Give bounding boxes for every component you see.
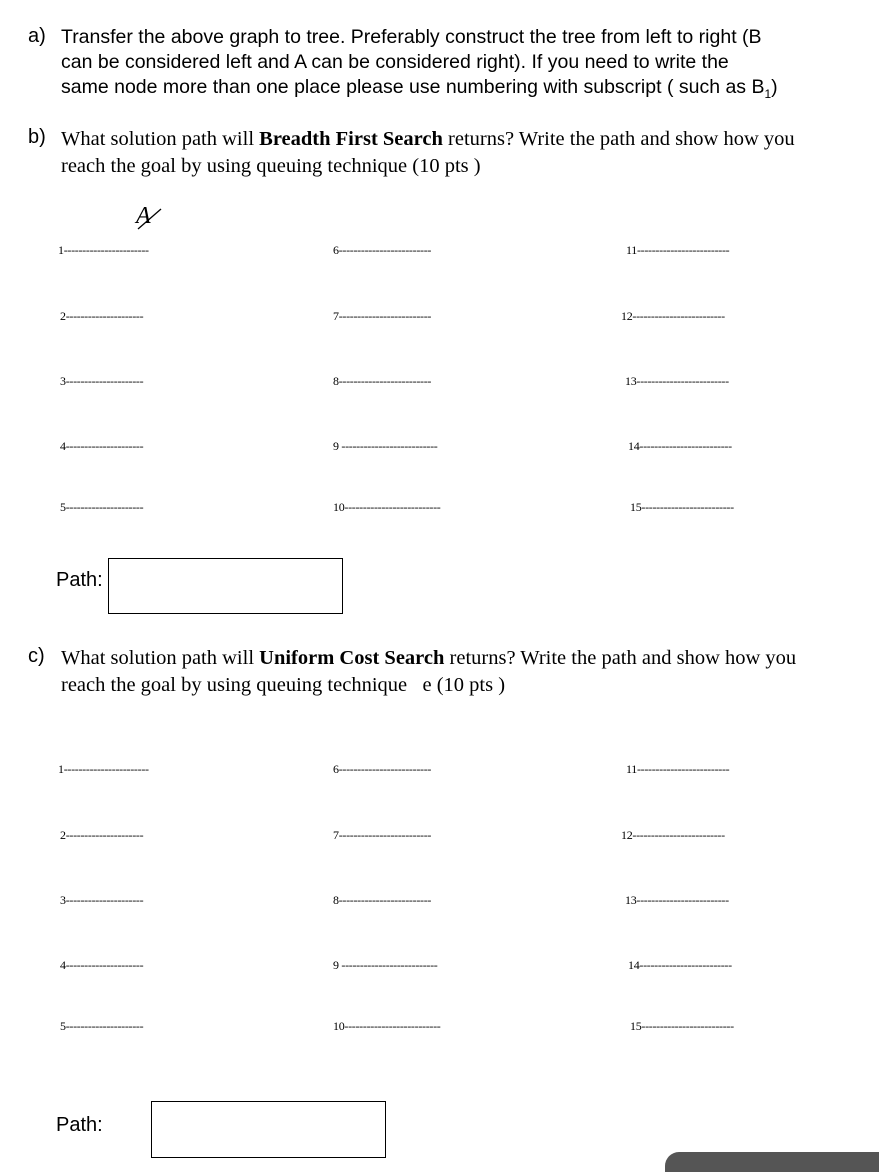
ucs-queue-line-12[interactable]: 12------------------------- (621, 828, 725, 842)
bfs-queue-line-2[interactable]: 2--------------------- (60, 309, 144, 323)
ucs-path-input-box[interactable] (151, 1101, 386, 1158)
ucs-queue-line-11[interactable]: 11------------------------- (626, 762, 730, 776)
question-a-line-1: Transfer the above graph to tree. Preferably construct the tree from left to right (B (61, 26, 762, 48)
question-a-text (61, 25, 868, 107)
question-c-line-2: reach the goal by using queuing technique e (10 pts ) (61, 674, 506, 696)
question-a-line-3: same node more than one place please use numbering with subscript ( such as $B_1$) (61, 76, 778, 101)
ucs-queue-line-14[interactable]: 14------------------------- (628, 958, 732, 972)
ucs-queue-line-15[interactable]: 15------------------------- (630, 1019, 734, 1033)
bfs-queue-line-4[interactable]: 4--------------------- (60, 439, 144, 453)
bfs-path-label: Path: (56, 569, 103, 591)
handwritten-note: A (136, 203, 151, 229)
question-c-text (61, 645, 868, 699)
question-b-label: b) (28, 126, 46, 148)
bfs-queue-line-6[interactable]: 6------------------------- (333, 243, 432, 257)
ucs-queue-line-2[interactable]: 2--------------------- (60, 828, 144, 842)
bfs-queue-line-11[interactable]: 11------------------------- (626, 243, 730, 257)
bfs-queue-line-13[interactable]: 13------------------------- (625, 374, 729, 388)
bfs-queue-line-8[interactable]: 8------------------------- (333, 374, 432, 388)
ucs-queue-line-4[interactable]: 4--------------------- (60, 958, 144, 972)
question-b-text (61, 126, 868, 180)
question-b-method: Breadth First Search (259, 128, 443, 150)
bfs-queue-line-12[interactable]: 12------------------------- (621, 309, 725, 323)
ucs-queue-line-13[interactable]: 13------------------------- (625, 893, 729, 907)
question-c-method: Uniform Cost Search (259, 647, 445, 669)
question-c-label: c) (28, 645, 45, 667)
ucs-queue-line-6[interactable]: 6------------------------- (333, 762, 432, 776)
bfs-path-input-box[interactable] (108, 558, 343, 614)
bfs-queue-line-14[interactable]: 14------------------------- (628, 439, 732, 453)
bfs-queue-line-9[interactable]: 9 -------------------------- (333, 439, 438, 453)
question-b-line-1: What solution path will Breadth First Search returns? Write the path and show how you (61, 128, 795, 150)
subscript: 1 (764, 86, 772, 101)
ucs-queue-line-3[interactable]: 3--------------------- (60, 893, 144, 907)
question-c (28, 645, 868, 699)
question-a-label: a) (28, 25, 46, 47)
ucs-queue-line-1[interactable]: 1----------------------- (58, 762, 149, 776)
ucs-queue-line-9[interactable]: 9 -------------------------- (333, 958, 438, 972)
ucs-queue-line-7[interactable]: 7------------------------- (333, 828, 432, 842)
bfs-queue-line-7[interactable]: 7------------------------- (333, 309, 432, 323)
ucs-path-label: Path: (56, 1114, 103, 1136)
ucs-queue-line-5[interactable]: 5--------------------- (60, 1019, 144, 1033)
ucs-queue-line-8[interactable]: 8------------------------- (333, 893, 432, 907)
bfs-queue-line-5[interactable]: 5--------------------- (60, 500, 144, 514)
bfs-queue-line-1[interactable]: 1----------------------- (58, 243, 149, 257)
question-b-line-2: reach the goal by using queuing technique (10 pts ) (61, 155, 481, 177)
question-b (28, 126, 868, 180)
bfs-queue-line-10[interactable]: 10-------------------------- (333, 500, 441, 514)
handwritten-strike (135, 206, 165, 232)
question-a (28, 25, 868, 107)
bottom-corner-scroll-tab (665, 1152, 879, 1172)
ucs-queue-line-10[interactable]: 10-------------------------- (333, 1019, 441, 1033)
question-a-line-2: can be considered left and A can be considered right). If you need to write the (61, 51, 729, 73)
question-c-line-1: What solution path will Uniform Cost Search returns? Write the path and show how you (61, 647, 797, 669)
bfs-queue-line-15[interactable]: 15------------------------- (630, 500, 734, 514)
bfs-queue-line-3[interactable]: 3--------------------- (60, 374, 144, 388)
